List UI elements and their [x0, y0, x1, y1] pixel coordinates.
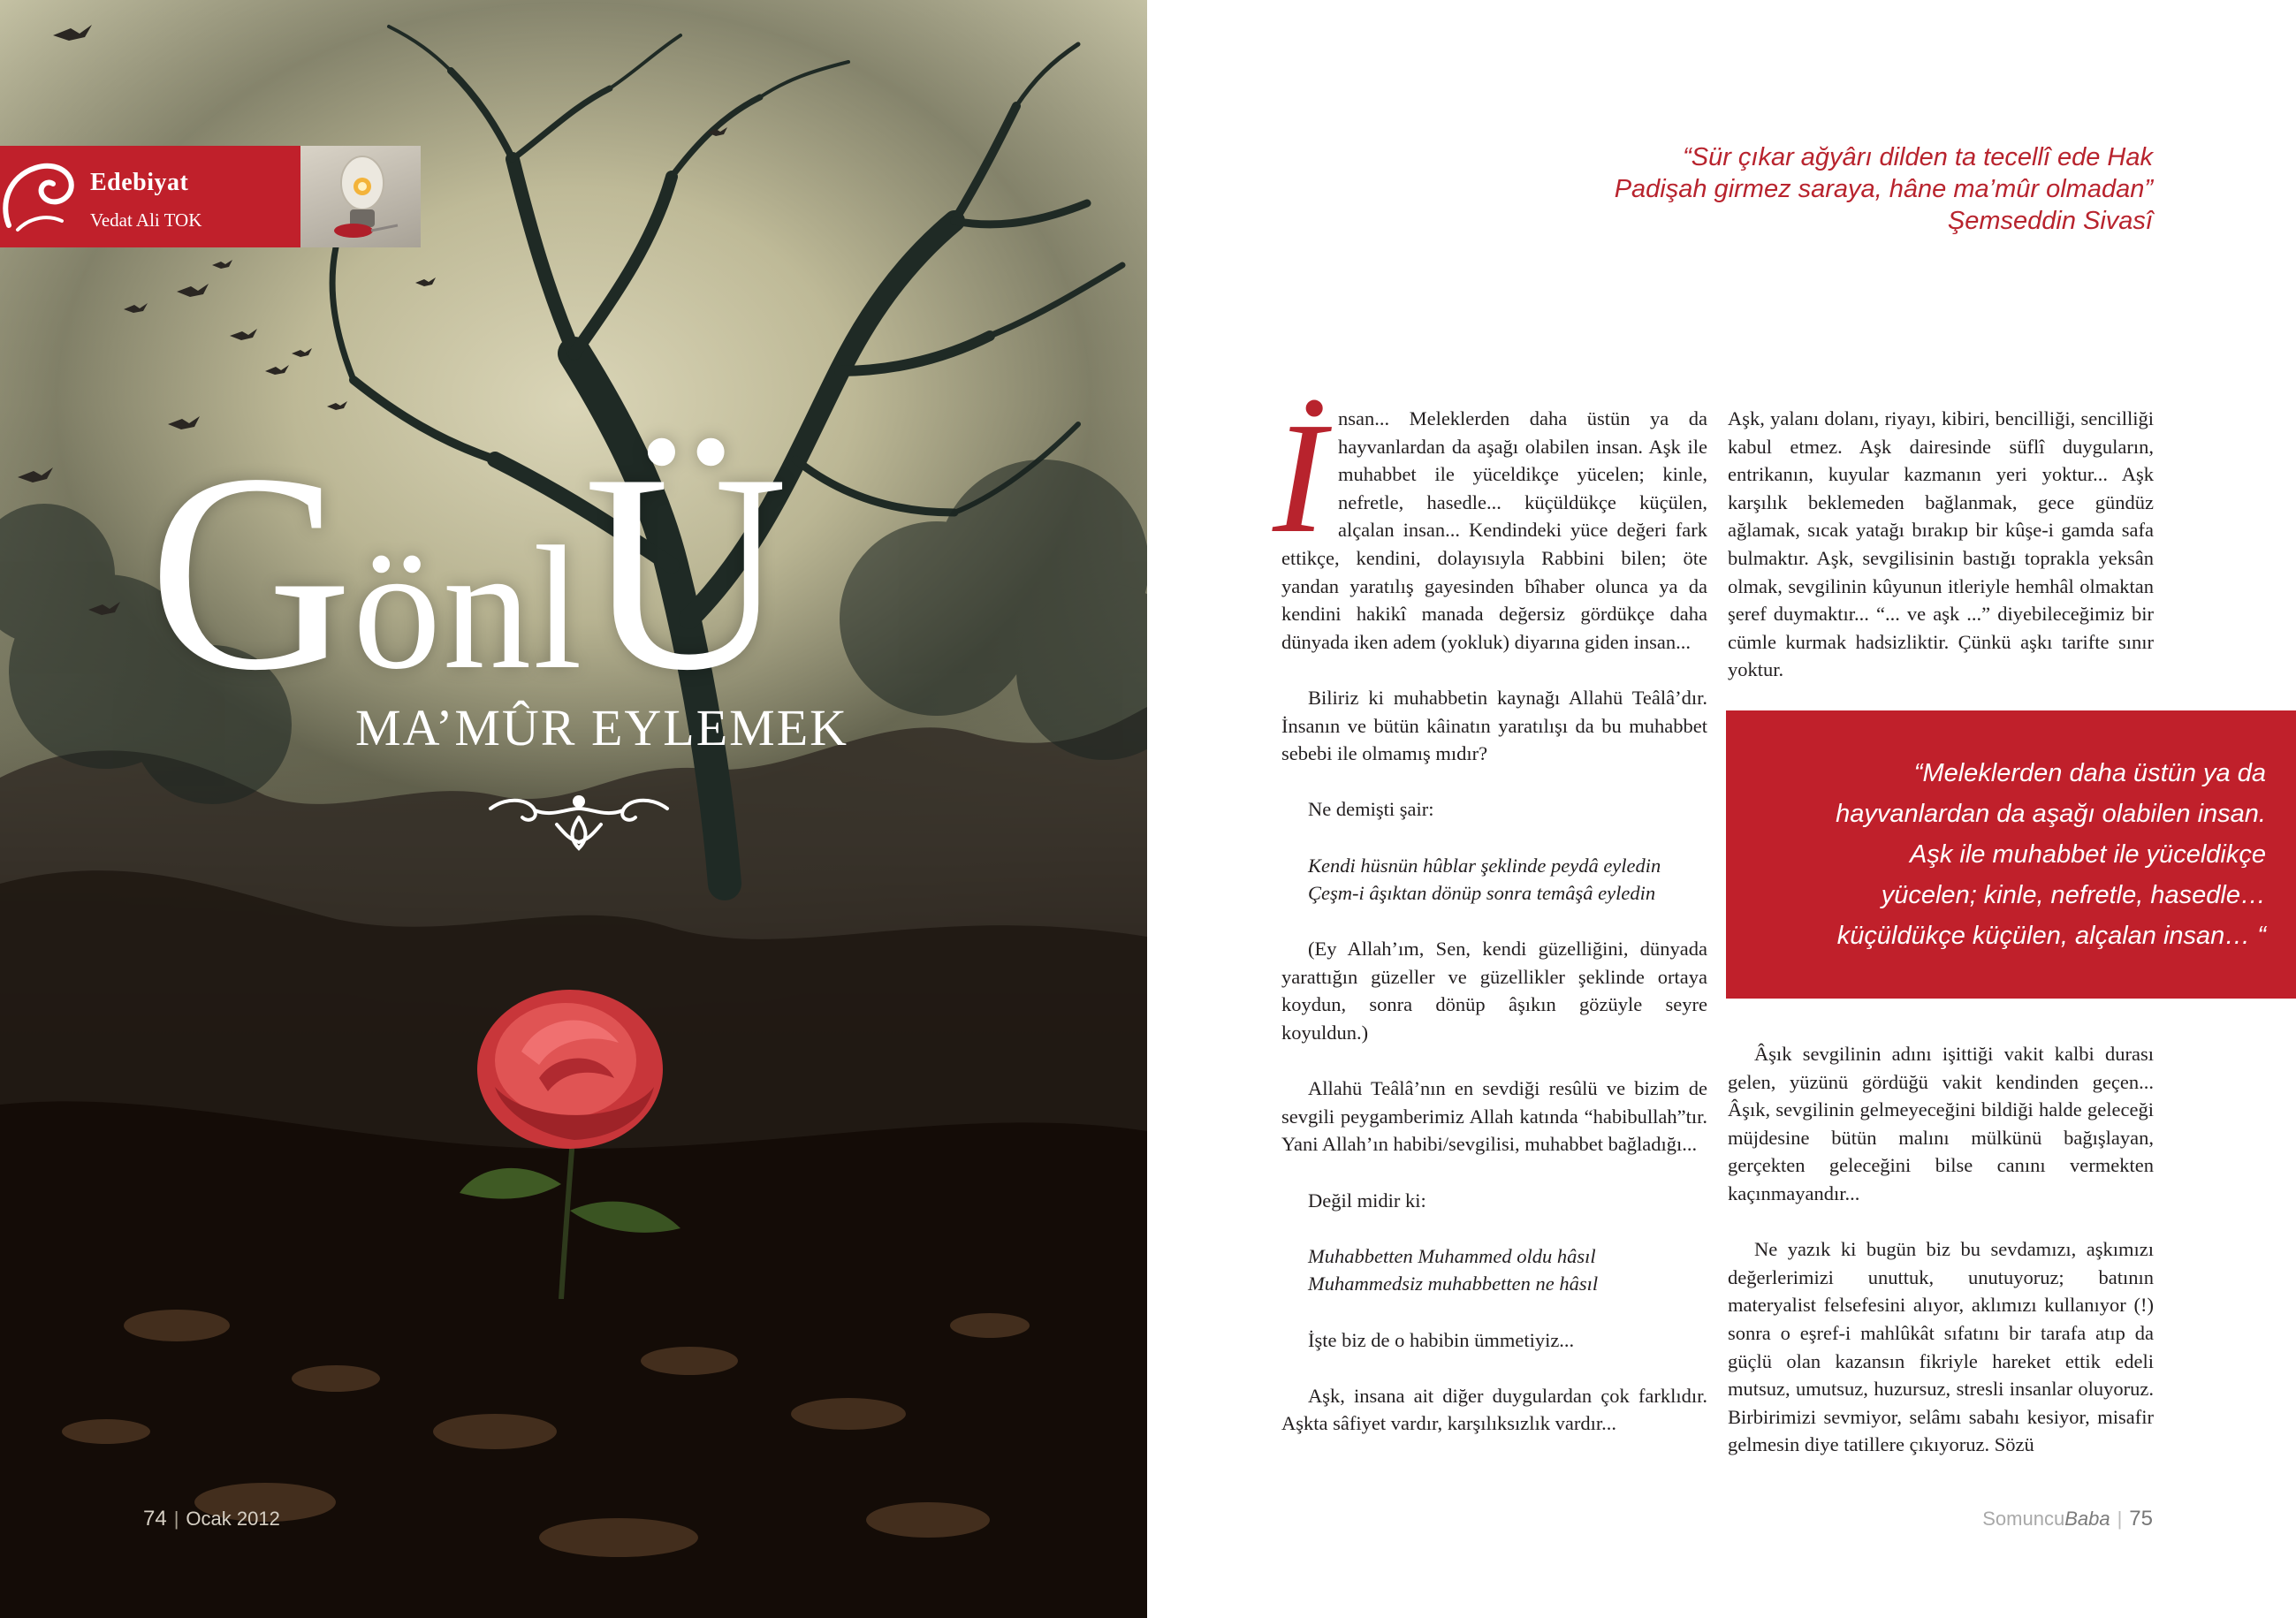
body-paragraph: Değil midir ki:: [1308, 1189, 1426, 1212]
folio-separator: |: [173, 1508, 179, 1530]
body-paragraph: Biliriz ki muhabbetin kaynağı Allahü Teâlâ’dır. İnsanın ve bütün kâinatın yaratılışı da bu muhabbet sebebi ile olmamış mıdır?: [1281, 686, 1707, 765]
pull-quote-line: yücelen; kinle, nefretle, hasedle…: [1881, 881, 2266, 909]
body-paragraph: Allahü Teâlâ’nın en sevdiği resûlü ve bizim de sevgili peygamberimiz Allah katında “habibullah”tır. Yani Allah’ın habibi/sevgilisi, muhabbet bağladığı...: [1281, 1077, 1707, 1156]
body-paragraph: Aşk, insana ait diğer duygulardan çok farklıdır. Aşkta sâfiyet vardır, karşılıksızlık vardır...: [1281, 1384, 1707, 1435]
body-paragraph: Ne yazık ki bugün biz bu sevdamızı, aşkımızı değerlerimizi unuttuk, unutuyoruz; batının materyalist felsefesini alıyor, aklımızı kullanıyor (!) sonra o eşref-i mahlûkât sıfatını bir tarafa atıp da güçlü olan kazansın fikriyle hareket ettik edeli mutsuz, umutsuz, huzursuz, stresli insanlar oluyoruz. Birbirimizi sevmiyor, selâmı sabahı kesiyor, misafir gelmesin diye tatillere çıkıyoruz. Sözü: [1728, 1238, 2154, 1456]
right-page: [1147, 0, 2296, 1618]
article-column-3: [1728, 1040, 2154, 1487]
body-paragraph: [1273, 390, 1707, 656]
magazine-brand-part-2: Baba: [2064, 1508, 2110, 1530]
epigraph-line-1: “Sür çıkar ağyârı dilden ta tecellî ede Hak: [1683, 143, 2153, 171]
pull-quote-line: hayvanlardan da aşağı olabilen insan.: [1836, 800, 2266, 828]
section-title: Edebiyat: [90, 169, 189, 196]
article-column-2: [1728, 405, 2154, 712]
folio-left: [143, 1507, 280, 1531]
issue-date: Ocak 2012: [186, 1508, 280, 1530]
body-paragraph: İşte biz de o habibin ümmetiyiz...: [1308, 1328, 1575, 1351]
body-paragraph: Aşk, yalanı dolanı, riyayı, kibiri, bencilliği, sencilliği kabul etmez. Aşk dairesinde süflî duyguların, entrikanın, kuyular kazmanın yeri yoktur... Aşk karşılık beklemeden bağlanmak, gece gündüz ağlamak, sıcak yatağı bırakıp bir kûşe-i gamda safa bulmaktır. Aşk, sevgilisinin bastığı toprakla yeksân olmak, sevgilinin kûyunun itleriyle hemhâl olmaktan şeref duymaktır... “... ve aşk ...” diyebileceğimiz bir cümle kurmak hadsizliktir. Çünkü aşkı tarifte sınır yoktur.: [1728, 407, 2154, 681]
flourish-divider-icon: [482, 791, 676, 853]
page-number-left: 74: [143, 1507, 167, 1531]
magazine-brand-part-1: Somuncu: [1982, 1508, 2065, 1530]
folio-separator: |: [2117, 1508, 2123, 1530]
article-column-1: [1273, 390, 1707, 1466]
headline-middle: önl: [353, 511, 584, 706]
folio-right: [1982, 1507, 2153, 1531]
pull-quote-line: Aşk ile muhabbet ile yüceldikçe: [1910, 840, 2266, 869]
body-paragraph: (Ey Allah’ım, Sen, kendi güzelliğini, dünyada yarattığın güzeller ve güzellikler şeklinde ortaya koydun, sonra dönüp âşıkın gözüyle seyre koyuldun.): [1281, 938, 1707, 1044]
author-name: Vedat Ali TOK: [90, 209, 202, 231]
headline-cap-g: G: [148, 416, 354, 729]
headline-subtitle: MA’MÛR EYLEMEK: [355, 699, 849, 756]
poem-line: Muhabbetten Muhammed oldu hâsıl: [1308, 1244, 1596, 1267]
headline-title: [148, 416, 788, 729]
pull-quote-line: “Meleklerden daha üstün ya da: [1913, 759, 2266, 787]
headline-cap-u: Ü: [583, 416, 788, 729]
lantern-icon: [300, 146, 421, 247]
page-number-right: 75: [2129, 1507, 2153, 1531]
poem-line: Çeşm-i âşıktan dönüp sonra temâşâ eyledin: [1308, 882, 1656, 905]
epigraph-line-2: Padişah girmez saraya, hâne ma’mûr olmadan”: [1614, 175, 2153, 203]
pull-quote: [1726, 710, 2296, 999]
poem-line: Muhammedsiz muhabbetten ne hâsıl: [1308, 1272, 1599, 1295]
body-text: nsan... Meleklerden daha üstün ya da hayvanlardan da aşağı olabilen insan. Aşk ile muhabbet ile yüceldikçe yücelen; kinle, nefretle, hasedle... küçüldükçe küçülen, alçalan insan... Kendindeki yüce değeri fark ettikçe, kendini, dolayısıyla Rabbini bilen; öte yandan yaratılış gayesinden bîhaber olunca ya da kendini hakikî manada değersiz gördükçe daha dünyada iken adem (yokluk) diyarına giden insan...: [1281, 407, 1707, 653]
poem-line: Kendi hüsnün hûblar şeklinde peydâ eyledin: [1308, 854, 1661, 877]
left-page: [0, 0, 1147, 1618]
swirl-ornament-icon: [0, 155, 84, 239]
drop-cap: İ: [1273, 390, 1326, 566]
body-paragraph: Âşık sevgilinin adını işittiği vakit kalbi durası gelen, yüzünü gördüğü vakit kendinden geçen... Âşık, sevgilinin gelmeyeceğini bildiği halde geleceği müjdesine bütün malını mülkünü bağışlayan, gerçekten geleceğini bilse canını vermekten kaçınmayandır...: [1728, 1043, 2154, 1204]
section-tab: [0, 146, 300, 247]
epigraph-attribution: Şemseddin Sivasî: [1947, 207, 2153, 235]
epigraph: [1615, 141, 2153, 237]
lantern-thumbnail: [300, 146, 421, 247]
pull-quote-line: küçüldükçe küçülen, alçalan insan… “: [1836, 922, 2266, 950]
red-rose-illustration: [389, 981, 760, 1299]
body-paragraph: Ne demişti şair:: [1308, 798, 1434, 821]
